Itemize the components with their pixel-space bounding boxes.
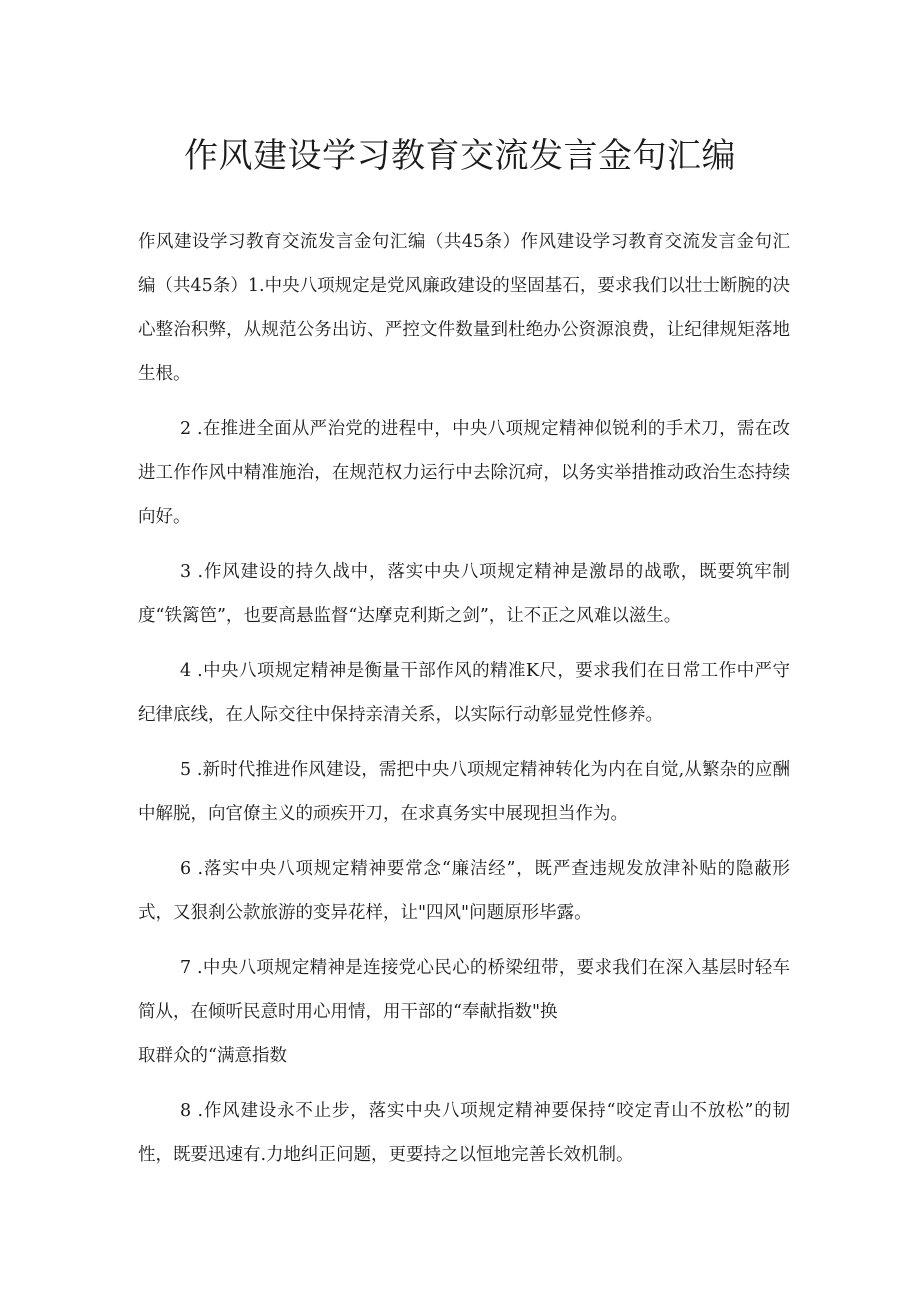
document-body xyxy=(138,220,790,1177)
paragraph-7-continued: 取群众的“满意指数 xyxy=(138,1046,287,1066)
paragraph-5: 5 .新时代推进作风建设，需把中央八项规定精神转化为内在自觉,从繁杂的应酬中解脱，向官僚主义的顽疾开刀，在求真务实中展现担当作为。 xyxy=(138,760,790,824)
paragraph-4: 4 .中央八项规定精神是衡量干部作风的精准K尺，要求我们在日常工作中严守纪律底线，在人际交往中保持亲清关系，以实际行动彰显党性修养。 xyxy=(138,661,790,725)
paragraph-8: 8 .作风建设永不止步，落实中央八项规定精神要保持“咬定青山不放松”的韧性，既要迅速有.力地纠正问题，更要持之以恒地完善长效机制。 xyxy=(138,1101,790,1165)
document-title: 作风建设学习教育交流发言金句汇编 xyxy=(184,136,736,176)
paragraph-1: 作风建设学习教育交流发言金句汇编（共45条）作风建设学习教育交流发言金句汇编（共45条）1.中央八项规定是党风廉政建设的坚固基石，要求我们以壮士断腕的决心整治积弊，从规范公务出访、严控文件数量到杜绝办公资源浪费，让纪律规矩落地生根。 xyxy=(138,232,790,384)
paragraph-3: 3 .作风建设的持久战中，落实中央八项规定精神是激昂的战歌，既要筑牢制度“铁篱笆”，也要高悬监督“达摩克利斯之剑”，让不正之风难以滋生。 xyxy=(138,562,790,626)
paragraph-7: 7 .中央八项规定精神是连接党心民心的桥梁纽带，要求我们在深入基层时轻车简从，在倾听民意时用心用情，用干部的“奉献指数"换 xyxy=(138,958,790,1022)
paragraph-6: 6 .落实中央八项规定精神要常念“廉洁经”，既严查违规发放津补贴的隐蔽形式，又狠刹公款旅游的变异花样，让"四风"问题原形毕露。 xyxy=(138,859,790,923)
paragraph-2: 2 .在推进全面从严治党的进程中，中央八项规定精神似锐利的手术刀，需在改进工作作风中精准施治，在规范权力运行中去除沉疴，以务实举措推动政治生态持续向好。 xyxy=(138,419,790,527)
